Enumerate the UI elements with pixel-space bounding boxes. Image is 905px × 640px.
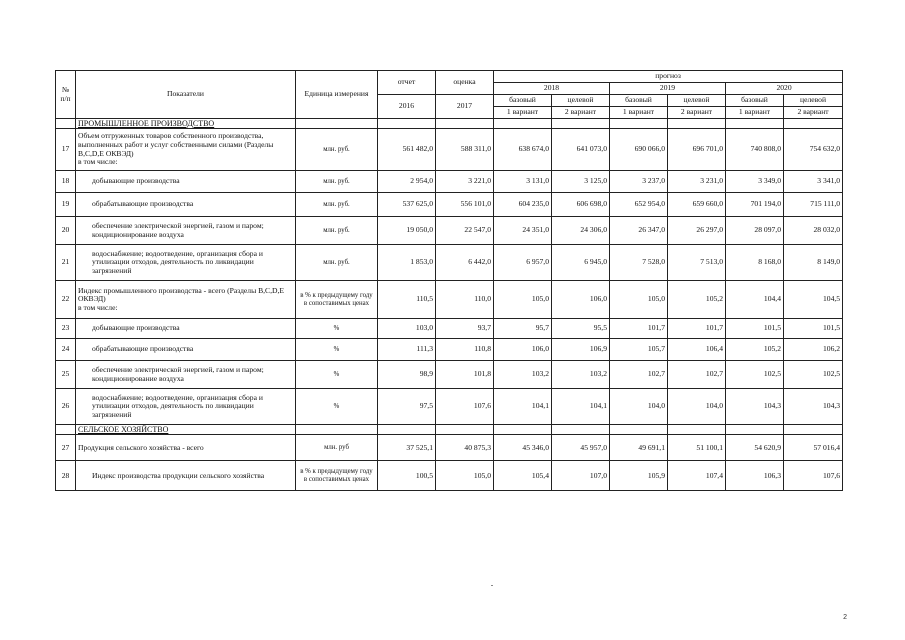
value-cell: 100,5	[378, 461, 436, 491]
value-cell: 98,9	[378, 361, 436, 389]
value-cell: 105,7	[610, 339, 668, 361]
value-cell: 107,6	[436, 389, 494, 425]
unit-cell: млн. руб.	[296, 129, 378, 171]
value-cell: 111,3	[378, 339, 436, 361]
value-cell: 57 016,4	[784, 435, 843, 461]
value-cell: 537 625,0	[378, 193, 436, 217]
value-cell: 19 050,0	[378, 217, 436, 245]
indicator-name: добывающие производства	[76, 319, 296, 339]
row-number: 21	[56, 245, 76, 281]
forecast-table	[55, 70, 843, 491]
indicator-name: Продукция сельского хозяйства - всего	[76, 435, 296, 461]
variant-1-header: 1 вариант	[610, 107, 668, 119]
unit-cell: млн. руб.	[296, 193, 378, 217]
unit-cell: млн. руб	[296, 435, 378, 461]
value-cell: 715 111,0	[784, 193, 843, 217]
unit-cell: млн. руб.	[296, 245, 378, 281]
value-cell: 104,4	[726, 281, 784, 319]
value-cell: 40 875,3	[436, 435, 494, 461]
value-cell: 103,2	[494, 361, 552, 389]
value-cell: 28 032,0	[784, 217, 843, 245]
indicator-name: обрабатывающие производства	[76, 193, 296, 217]
value-cell: 701 194,0	[726, 193, 784, 217]
col-report-header: отчет	[378, 71, 436, 95]
forecast-header: прогноз	[494, 71, 843, 83]
indicator-name: обеспечение электрической энергией, газом и паром; кондиционирование воздуха	[76, 217, 296, 245]
value-cell: 51 100,1	[668, 435, 726, 461]
value-cell: 652 954,0	[610, 193, 668, 217]
unit-cell: %	[296, 361, 378, 389]
value-cell: 641 073,0	[552, 129, 610, 171]
value-cell: 3 341,0	[784, 171, 843, 193]
value-cell: 107,6	[784, 461, 843, 491]
value-cell: 3 231,0	[668, 171, 726, 193]
year-2017-header: 2017	[436, 95, 494, 119]
page-number: 2	[843, 614, 847, 621]
value-cell: 106,0	[494, 339, 552, 361]
row-number: 19	[56, 193, 76, 217]
value-cell: 104,0	[668, 389, 726, 425]
value-cell: 3 349,0	[726, 171, 784, 193]
base-header: базовый	[494, 95, 552, 107]
variant-1-header: 1 вариант	[494, 107, 552, 119]
indicator-name: Индекс производства продукции сельского хозяйства	[76, 461, 296, 491]
value-cell: 3 237,0	[610, 171, 668, 193]
section-title-industry: ПРОМЫШЛЕННОЕ ПРОИЗВОДСТВО	[76, 119, 296, 129]
value-cell: 105,9	[610, 461, 668, 491]
value-cell: 105,4	[494, 461, 552, 491]
value-cell: 102,7	[668, 361, 726, 389]
value-cell: 45 957,0	[552, 435, 610, 461]
col-unit-header: Единица измерения	[296, 71, 378, 119]
value-cell: 106,0	[552, 281, 610, 319]
row-number: 28	[56, 461, 76, 491]
value-cell: 106,9	[552, 339, 610, 361]
indicator-name: Индекс промышленного производства - всего (Разделы B,C,D,E ОКВЭД) в том числе:	[76, 281, 296, 319]
unit-cell: в % к предыдущему году в сопоставимых ценах	[296, 281, 378, 319]
row-number: 26	[56, 389, 76, 425]
base-header: базовый	[610, 95, 668, 107]
value-cell: 107,0	[552, 461, 610, 491]
variant-2-header: 2 вариант	[552, 107, 610, 119]
value-cell: 105,0	[610, 281, 668, 319]
value-cell: 8 168,0	[726, 245, 784, 281]
base-header: базовый	[726, 95, 784, 107]
col-indicator-header: Показатели	[76, 71, 296, 119]
value-cell: 104,3	[784, 389, 843, 425]
indicator-name: водоснабжение; водоотведение, организация сбора и утилизации отходов, деятельность по ликвидации загрязнений	[76, 245, 296, 281]
value-cell: 105,2	[726, 339, 784, 361]
value-cell: 102,7	[610, 361, 668, 389]
unit-cell: %	[296, 339, 378, 361]
value-cell: 101,7	[610, 319, 668, 339]
target-header: целевой	[552, 95, 610, 107]
variant-2-header: 2 вариант	[784, 107, 843, 119]
value-cell: 3 125,0	[552, 171, 610, 193]
value-cell: 561 482,0	[378, 129, 436, 171]
value-cell: 24 306,0	[552, 217, 610, 245]
value-cell: 754 632,0	[784, 129, 843, 171]
row-number: 22	[56, 281, 76, 319]
value-cell: 104,0	[610, 389, 668, 425]
value-cell: 556 101,0	[436, 193, 494, 217]
row-number: 23	[56, 319, 76, 339]
value-cell: 93,7	[436, 319, 494, 339]
indicator-name: водоснабжение; водоотведение, организация сбора и утилизации отходов, деятельность по ликвидации загрязнений	[76, 389, 296, 425]
value-cell: 104,1	[494, 389, 552, 425]
year-2020-header: 2020	[726, 83, 843, 95]
value-cell: 110,5	[378, 281, 436, 319]
value-cell: 105,2	[668, 281, 726, 319]
value-cell: 740 808,0	[726, 129, 784, 171]
scan-mark	[491, 585, 493, 586]
year-2019-header: 2019	[610, 83, 726, 95]
unit-cell: млн. руб.	[296, 171, 378, 193]
value-cell: 3 131,0	[494, 171, 552, 193]
year-2016-header: 2016	[378, 95, 436, 119]
value-cell: 103,0	[378, 319, 436, 339]
value-cell: 101,7	[668, 319, 726, 339]
value-cell: 37 525,1	[378, 435, 436, 461]
unit-cell: %	[296, 319, 378, 339]
value-cell: 105,0	[436, 461, 494, 491]
unit-cell: в % к предыдущему году в сопоставимых ценах	[296, 461, 378, 491]
value-cell: 95,7	[494, 319, 552, 339]
row-number: 25	[56, 361, 76, 389]
value-cell: 106,3	[726, 461, 784, 491]
value-cell: 105,0	[494, 281, 552, 319]
value-cell: 604 235,0	[494, 193, 552, 217]
row-number: 17	[56, 129, 76, 171]
variant-1-header: 1 вариант	[726, 107, 784, 119]
value-cell: 588 311,0	[436, 129, 494, 171]
value-cell: 102,5	[784, 361, 843, 389]
value-cell: 26 297,0	[668, 217, 726, 245]
value-cell: 7 513,0	[668, 245, 726, 281]
target-header: целевой	[668, 95, 726, 107]
value-cell: 101,5	[726, 319, 784, 339]
value-cell: 104,3	[726, 389, 784, 425]
value-cell: 606 698,0	[552, 193, 610, 217]
value-cell: 2 954,0	[378, 171, 436, 193]
value-cell: 3 221,0	[436, 171, 494, 193]
row-number: 20	[56, 217, 76, 245]
value-cell: 659 660,0	[668, 193, 726, 217]
value-cell: 107,4	[668, 461, 726, 491]
value-cell: 110,0	[436, 281, 494, 319]
value-cell: 22 547,0	[436, 217, 494, 245]
value-cell: 1 853,0	[378, 245, 436, 281]
value-cell: 6 442,0	[436, 245, 494, 281]
unit-cell: %	[296, 389, 378, 425]
variant-2-header: 2 вариант	[668, 107, 726, 119]
target-header: целевой	[784, 95, 843, 107]
indicator-name: обеспечение электрической энергией, газом и паром; кондиционирование воздуха	[76, 361, 296, 389]
row-number: 24	[56, 339, 76, 361]
value-cell: 104,1	[552, 389, 610, 425]
value-cell: 101,5	[784, 319, 843, 339]
indicator-name: добывающие производства	[76, 171, 296, 193]
value-cell: 106,2	[784, 339, 843, 361]
value-cell: 8 149,0	[784, 245, 843, 281]
value-cell: 690 066,0	[610, 129, 668, 171]
value-cell: 106,4	[668, 339, 726, 361]
value-cell: 638 674,0	[494, 129, 552, 171]
value-cell: 28 097,0	[726, 217, 784, 245]
value-cell: 45 346,0	[494, 435, 552, 461]
col-num-header: № п/п	[56, 71, 76, 119]
row-number: 27	[56, 435, 76, 461]
indicator-name: Объем отгруженных товаров собственного производства, выполненных работ и услуг собственными силами (Разделы B,C,D,E ОКВЭД) в том числе:	[76, 129, 296, 171]
col-estimate-header: оценка	[436, 71, 494, 95]
value-cell: 7 528,0	[610, 245, 668, 281]
year-2018-header: 2018	[494, 83, 610, 95]
value-cell: 103,2	[552, 361, 610, 389]
value-cell: 6 945,0	[552, 245, 610, 281]
unit-cell: млн. руб.	[296, 217, 378, 245]
value-cell: 95,5	[552, 319, 610, 339]
section-title-agriculture: СЕЛЬСКОЕ ХОЗЯЙСТВО	[76, 425, 296, 435]
value-cell: 49 691,1	[610, 435, 668, 461]
value-cell: 24 351,0	[494, 217, 552, 245]
row-number: 18	[56, 171, 76, 193]
indicator-name: обрабатывающие производства	[76, 339, 296, 361]
value-cell: 102,5	[726, 361, 784, 389]
value-cell: 110,8	[436, 339, 494, 361]
value-cell: 26 347,0	[610, 217, 668, 245]
value-cell: 101,8	[436, 361, 494, 389]
value-cell: 696 701,0	[668, 129, 726, 171]
value-cell: 104,5	[784, 281, 843, 319]
value-cell: 6 957,0	[494, 245, 552, 281]
value-cell: 54 620,9	[726, 435, 784, 461]
value-cell: 97,5	[378, 389, 436, 425]
